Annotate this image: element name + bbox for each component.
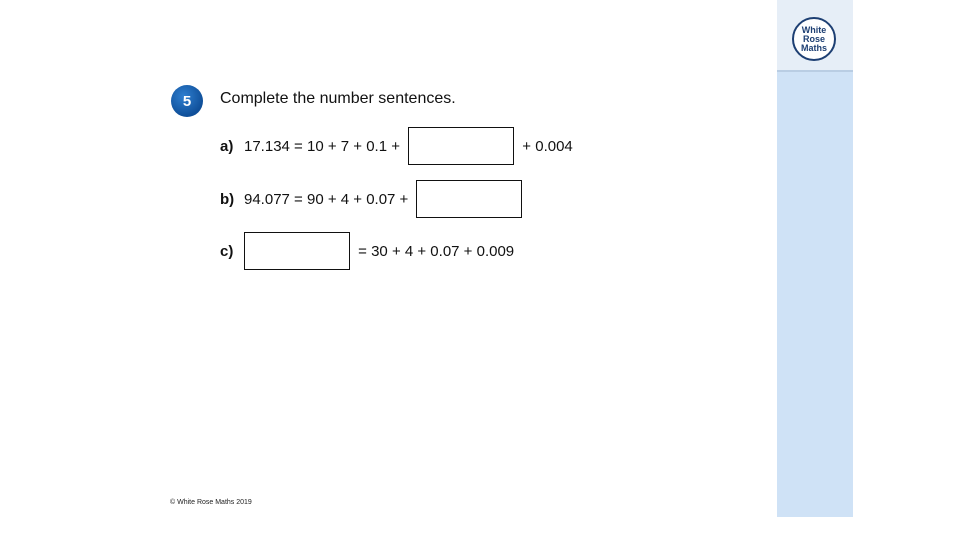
- item-label: b): [220, 190, 235, 208]
- sentence-row-c: [220, 232, 514, 270]
- question-number-badge: 5: [171, 85, 203, 117]
- copyright-footer: © White Rose Maths 2019: [170, 499, 252, 506]
- question-prompt: Complete the number sentences.: [220, 90, 456, 107]
- logo-text-line1: White: [801, 24, 827, 35]
- sentence-text-after: = 30 + 4 + 0.07 + 0.009: [354, 242, 515, 260]
- white-rose-maths-logo: [792, 17, 836, 61]
- sentence-row-a: [220, 127, 573, 165]
- sentence-text-before: 94.077 = 90 + 4 + 0.07 +: [244, 190, 413, 208]
- sidebar-panel: [777, 0, 853, 517]
- answer-box[interactable]: [416, 180, 522, 218]
- answer-box[interactable]: [408, 127, 514, 165]
- sentence-row-b: [220, 180, 526, 218]
- item-label: a): [220, 137, 234, 155]
- sentence-text-after: + 0.004: [518, 137, 573, 155]
- logo-text-line3: Maths: [800, 42, 827, 53]
- logo-text-line2: Rose: [802, 33, 825, 44]
- sidebar-header: [777, 0, 853, 72]
- item-label: c): [220, 242, 234, 260]
- answer-box[interactable]: [244, 232, 350, 270]
- sentence-text-before: 17.134 = 10 + 7 + 0.1 +: [244, 137, 405, 155]
